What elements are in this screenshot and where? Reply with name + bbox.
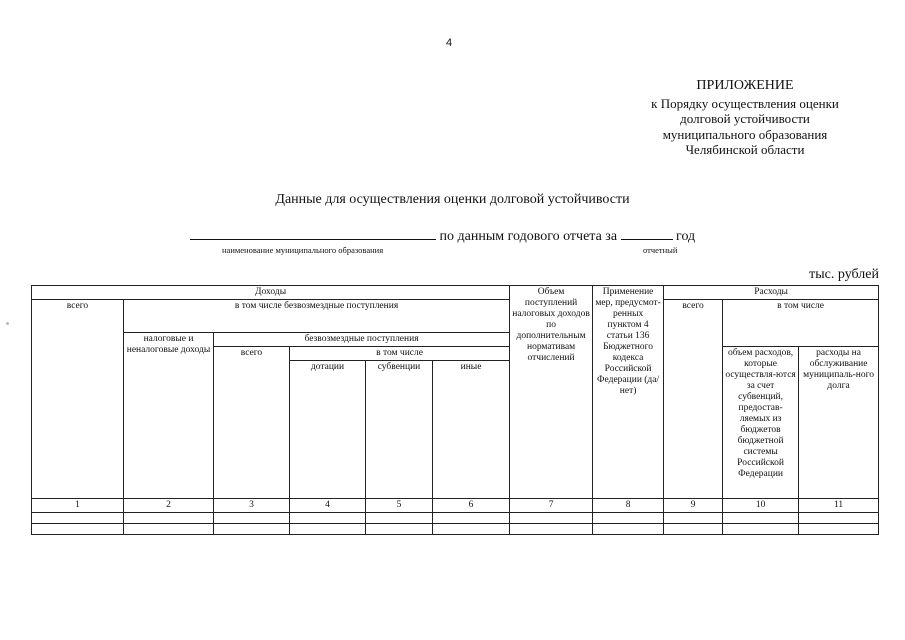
col-number: 4 xyxy=(290,499,366,513)
header-incl-free: в том числе безвозмездные поступления xyxy=(124,300,510,333)
col-number: 7 xyxy=(510,499,593,513)
document-title: Данные для осуществления оценки долговой устойчивости xyxy=(275,192,630,207)
col-number: 11 xyxy=(799,499,879,513)
appendix-line: Челябинской области xyxy=(685,142,805,157)
header-income: Доходы xyxy=(32,286,510,300)
appendix-line: к Порядку осуществления оценки xyxy=(651,95,839,111)
municipality-blank xyxy=(190,227,436,240)
header-incl: в том числе xyxy=(290,347,510,361)
header-exp-total: всего xyxy=(664,300,723,499)
header-expenses: Расходы xyxy=(664,286,879,300)
units-label: тыс. рублей xyxy=(809,267,879,282)
report-line-text: по данным годового отчета за xyxy=(439,229,618,244)
header-application: Применение мер, предусмот-ренных пунктом 4 статьи 136 Бюджетного кодекса Российской Федерации (да/нет) xyxy=(593,286,664,499)
header-free-total: всего xyxy=(214,347,290,499)
col-number: 1 xyxy=(32,499,124,513)
appendix-block xyxy=(595,78,895,158)
col-number: 5 xyxy=(366,499,433,513)
header-exp-incl: в том числе xyxy=(723,300,879,347)
header-other: иные xyxy=(433,361,510,499)
report-line xyxy=(190,227,695,245)
appendix-title: ПРИЛОЖЕНИЕ xyxy=(696,78,794,93)
col-number: 8 xyxy=(593,499,664,513)
col-number: 9 xyxy=(664,499,723,513)
header-subsidies: дотации xyxy=(290,361,366,499)
col-number: 6 xyxy=(433,499,510,513)
period-caption: отчетный xyxy=(643,245,678,255)
appendix-line: муниципального образования xyxy=(662,126,828,142)
header-income-total: всего xyxy=(32,300,124,499)
column-number-row xyxy=(32,499,879,513)
data-table xyxy=(31,285,879,535)
year-word: год xyxy=(676,229,696,244)
header-exp-debt: расходы на обслуживание муниципаль-ного долга xyxy=(799,347,879,499)
col-number: 10 xyxy=(723,499,799,513)
header-exp-volume: объем расходов, которые осуществля-ются за счет субвенций, предостав-ляемых из бюджетов бюджетной системы Российской Федерации xyxy=(723,347,799,499)
col-number: 3 xyxy=(214,499,290,513)
header-free-receipts: безвозмездные поступления xyxy=(214,333,510,347)
col-number: 2 xyxy=(124,499,214,513)
page-number: 4 xyxy=(446,37,453,49)
appendix-line: долговой устойчивости xyxy=(680,111,810,126)
table-row xyxy=(32,524,879,535)
scan-mark xyxy=(6,322,9,325)
header-tax-volume: Объем поступлений налоговых доходов по дополнительным нормативам отчислений xyxy=(510,286,593,499)
year-blank xyxy=(621,227,673,240)
header-tax-nontax: налоговые и неналоговые доходы xyxy=(124,333,214,499)
table-row xyxy=(32,513,879,524)
municipality-caption: наименование муниципального образования xyxy=(222,245,384,255)
header-subventions: субвенции xyxy=(366,361,433,499)
